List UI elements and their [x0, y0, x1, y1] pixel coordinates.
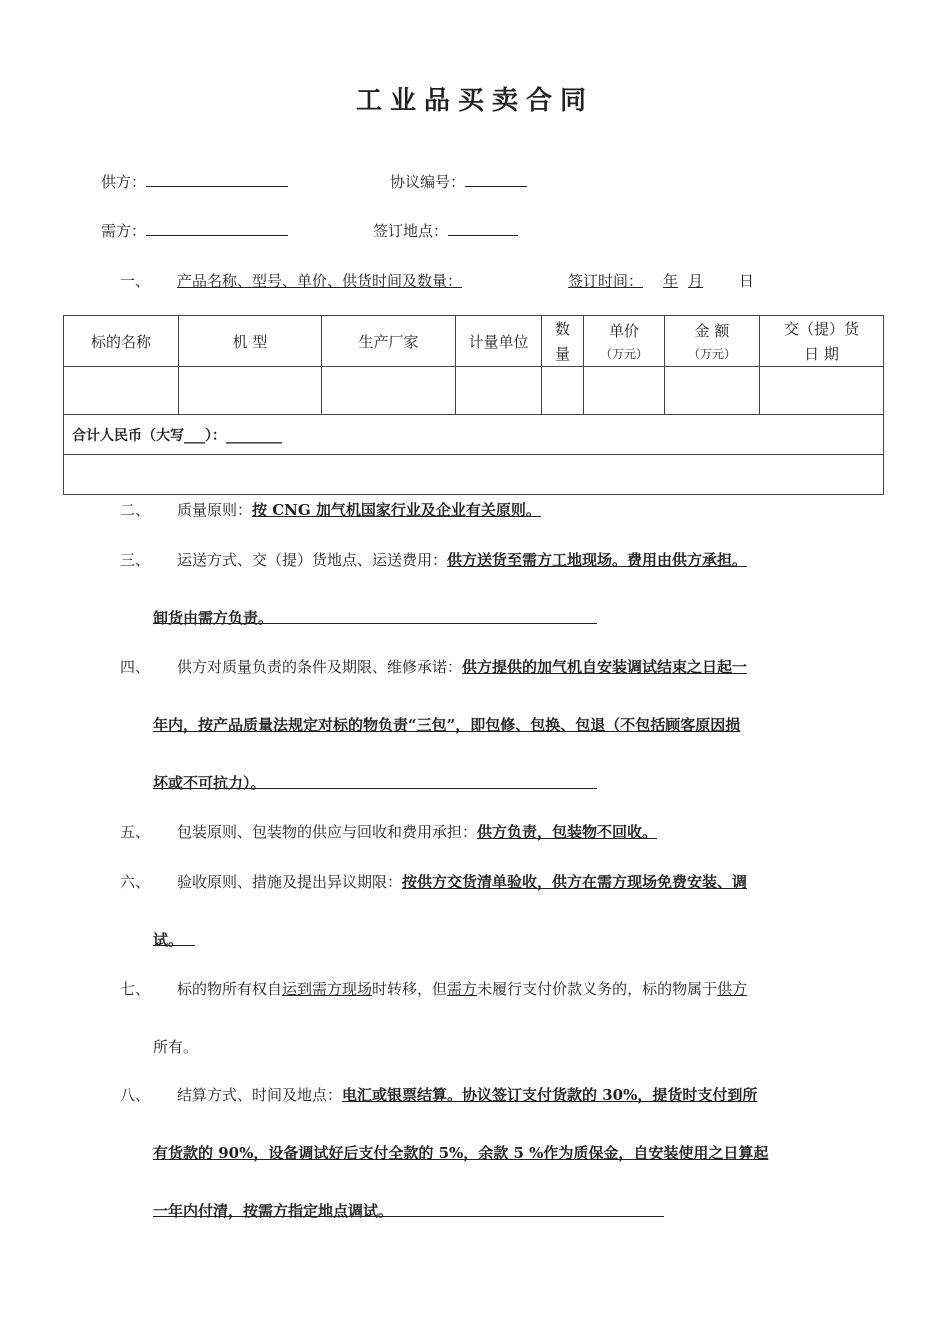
header-quantity — [542, 316, 584, 367]
header-quantity-line2: 量 — [554, 345, 570, 363]
header-price-line2: （万元） — [599, 347, 648, 361]
total-amount-label: 合计人民币（大写___）：________ — [64, 415, 884, 455]
clause-7-part-f: 供方 — [717, 980, 748, 998]
clause-8-line-3: 一年内付清，按需方指定地点调试。 — [153, 1202, 394, 1220]
agreement-no-field — [390, 171, 527, 192]
cell-delivery-date[interactable] — [760, 367, 884, 415]
header-delivery-line2: 日 期 — [804, 345, 839, 363]
header-price-line1: 单价 — [608, 322, 639, 340]
supplier-field — [101, 171, 288, 192]
clause-2-value: 按 CNG 加气机国家行业及企业有关原则。 — [252, 501, 541, 519]
header-delivery-date — [760, 316, 884, 367]
header-name: 标的名称 — [64, 316, 179, 367]
cell-maker[interactable] — [322, 367, 456, 415]
header-amount — [665, 316, 760, 367]
clause-2-number: 二、 — [120, 501, 151, 519]
clause-5 — [177, 821, 657, 842]
clause-8-number: 八、 — [120, 1086, 151, 1104]
sign-month: 月 — [688, 272, 704, 290]
buyer-field — [101, 220, 288, 241]
clause-5-number: 五、 — [120, 823, 151, 841]
signing-place-blank[interactable] — [448, 221, 518, 236]
header-model: 机 型 — [179, 316, 322, 367]
clause-7-part-c: 时转移，但 — [372, 980, 448, 998]
clause-4-underline — [153, 788, 597, 789]
sign-day: 日 — [739, 272, 755, 290]
clause-4 — [177, 656, 747, 677]
clause-6-value: 按供方交货清单验收，供方在需方现场免费安装、调 — [402, 873, 748, 891]
clause-3-label: 运送方式、交（提）货地点、运送费用： — [177, 551, 448, 569]
cell-amount[interactable] — [665, 367, 760, 415]
contract-title: 工业品买卖合同 — [355, 86, 594, 116]
blank-cell[interactable] — [64, 455, 884, 495]
cell-unit[interactable] — [456, 367, 542, 415]
clause-5-label: 包装原则、包装物的供应与回收和费用承担： — [177, 823, 478, 841]
product-table — [63, 315, 884, 495]
clause-7-number: 七、 — [120, 980, 151, 998]
clause-2 — [177, 499, 541, 520]
header-amount-line1: 金 额 — [694, 322, 730, 340]
clause-8-line-2: 有货款的 90%，设备调试好后支付全款的 5%，余款 5 %作为质保金，自安装使用之日算起 — [153, 1144, 769, 1162]
clause-6 — [177, 871, 747, 892]
clause-3 — [177, 549, 747, 570]
clause-7-part-d: 需方 — [447, 980, 478, 998]
buyer-blank[interactable] — [146, 221, 288, 236]
clause-5-value: 供方负责，包装物不回收。 — [477, 823, 658, 841]
supplier-label: 供方： — [101, 173, 147, 191]
clause-8-underline — [153, 1216, 664, 1217]
sign-year: 年 — [663, 272, 679, 290]
cell-name[interactable] — [64, 367, 179, 415]
section-1-number: 一、 — [120, 272, 151, 290]
clause-4-label: 供方对质量负责的条件及期限、维修承诺： — [177, 658, 463, 676]
clause-4-line-3: 坏或不可抗力）。 — [153, 774, 266, 792]
signing-place-label: 签订地点： — [373, 222, 449, 240]
clause-4-value: 供方提供的加气机自安装调试结束之日起一 — [462, 658, 748, 676]
clause-8-label: 结算方式、时间及地点： — [177, 1086, 343, 1104]
clause-8-value: 电汇或银票结算。协议签订支付货款的 30%，提货时支付到所 — [342, 1086, 758, 1104]
supplier-blank[interactable] — [146, 172, 288, 187]
clause-3-line-2: 卸货由需方负责。 — [153, 609, 274, 627]
clause-7-line-2: 所有。 — [153, 1038, 199, 1056]
clause-6-label: 验收原则、措施及提出异议期限： — [177, 873, 403, 891]
header-delivery-line1: 交（提）货 — [783, 320, 859, 338]
header-amount-line2: （万元） — [687, 347, 736, 361]
header-price — [584, 316, 665, 367]
agreement-no-label: 协议编号： — [390, 173, 466, 191]
total-row — [64, 415, 884, 455]
header-unit: 计量单位 — [456, 316, 542, 367]
clause-3-underline — [153, 623, 597, 624]
clause-4-number: 四、 — [120, 658, 151, 676]
section-1-label-text: 产品名称、型号、单价、供货时间及数量： — [177, 272, 463, 290]
signing-place-field — [373, 220, 518, 241]
blank-row — [64, 455, 884, 495]
header-maker: 生产厂家 — [322, 316, 456, 367]
buyer-label: 需方： — [101, 222, 147, 240]
clause-3-value: 供方送货至需方工地现场。费用由供方承担。 — [447, 551, 748, 569]
clause-6-underline — [153, 945, 195, 946]
agreement-no-blank[interactable] — [465, 172, 527, 187]
section-1-label — [177, 270, 711, 291]
clause-2-label: 质量原则： — [177, 501, 253, 519]
clause-6-number: 六、 — [120, 873, 151, 891]
cell-quantity[interactable] — [542, 367, 584, 415]
cell-model[interactable] — [179, 367, 322, 415]
cell-price[interactable] — [584, 367, 665, 415]
clause-7-part-a: 标的物所有权自 — [177, 980, 283, 998]
clause-7 — [177, 978, 747, 999]
header-quantity-line1: 数 — [554, 320, 570, 338]
clause-6-line-2: 试。 — [153, 931, 184, 949]
clause-8 — [177, 1084, 757, 1105]
clause-7-part-e: 未履行支付价款义务的，标的物属于 — [477, 980, 718, 998]
clause-4-line-2: 年内，按产品质量法规定对标的物负责“三包”，即包修、包换、包退（不包括顾客原因损 — [153, 716, 741, 734]
clause-7-part-b: 运到需方现场 — [282, 980, 373, 998]
table-row — [64, 367, 884, 415]
table-header-row — [64, 316, 884, 367]
sign-time-label: 签订时间： — [568, 272, 644, 290]
clause-3-number: 三、 — [120, 551, 151, 569]
